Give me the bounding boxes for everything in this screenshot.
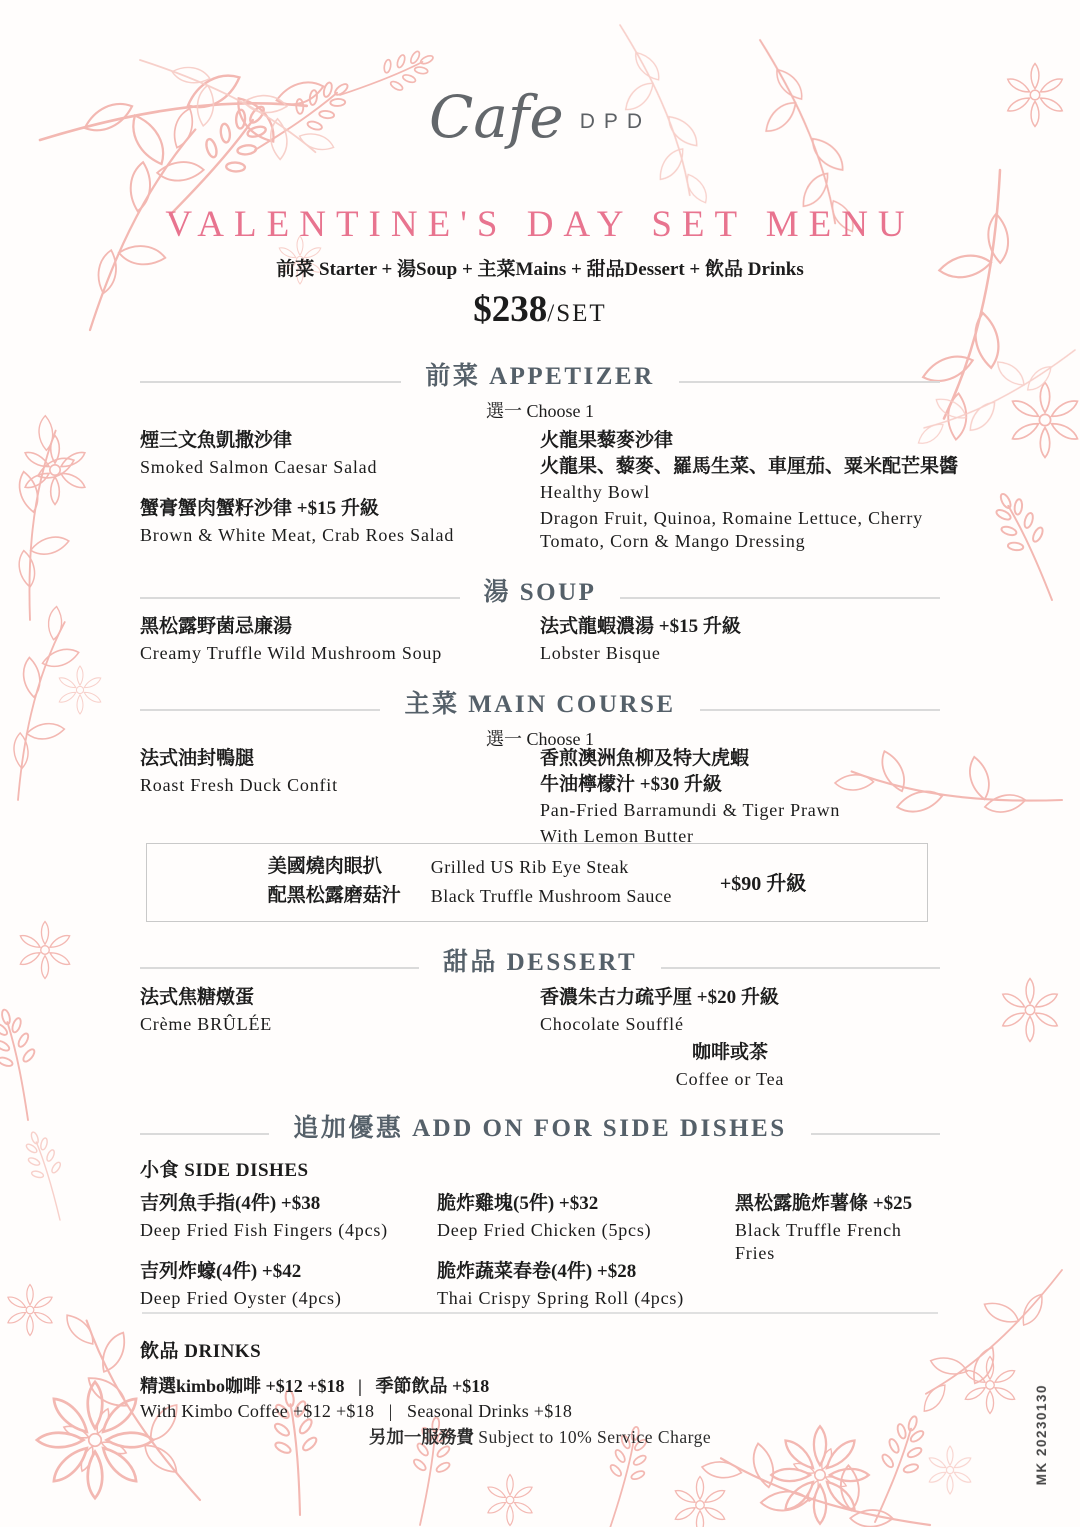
ribeye-en <box>431 853 672 911</box>
ribeye-zh-line1: 美國燒肉眼扒 <box>267 856 382 878</box>
choose-note-appetizer: 選一 Choose 1 <box>486 401 594 421</box>
ribeye-zh <box>268 853 401 910</box>
side-dishes-heading: 小食 SIDE DISHES <box>140 1160 309 1181</box>
menu-item-fried-chicken <box>437 1191 735 1242</box>
item-subname-en: With Lemon Butter <box>540 825 694 846</box>
divider-line <box>140 709 380 711</box>
drinks-options-zh: 精選kimbo咖啡 +$12 +$18 | 季節飲品 +$18 <box>140 1376 490 1396</box>
main-right-column <box>540 746 970 848</box>
section-title-appetizer: 前菜 APPETIZER <box>425 363 655 390</box>
divider-line <box>140 381 401 383</box>
item-name-en: Deep Fried Fish Fingers (4pcs) <box>140 1219 388 1240</box>
item-name-en: Thai Crispy Spring Roll (4pcs) <box>437 1287 684 1308</box>
menu-item-duck-confit <box>140 746 540 797</box>
service-charge-note <box>140 1424 940 1449</box>
appetizer-right-column <box>540 428 970 553</box>
logo-script-text: Cafe <box>428 83 564 151</box>
dessert-right-column <box>540 985 970 1036</box>
service-charge-note-en: Subject to 10% Service Charge <box>478 1427 712 1447</box>
main-items <box>140 746 940 848</box>
ribeye-en-line2: Black Truffle Mushroom Sauce <box>430 885 672 906</box>
item-name-zh: 香煎澳洲魚柳及特大虎蝦 <box>540 748 750 769</box>
section-header-main <box>140 684 940 751</box>
item-subname-zh: 牛油檸檬汁 +$30 升級 <box>540 773 722 795</box>
item-name-en: Smoked Salmon Caesar Salad <box>140 456 378 477</box>
appetizer-items <box>140 428 959 553</box>
soup-items <box>140 614 940 665</box>
drinks-divider-line <box>142 1312 938 1314</box>
ribeye-en-line1: Grilled US Rib Eye Steak <box>430 857 629 877</box>
dessert-left-column <box>140 985 540 1036</box>
item-name-zh: 脆炸雞塊(5件) +$32 <box>437 1193 599 1214</box>
menu-item-barramundi-prawn <box>540 746 970 848</box>
side-dishes-column-3 <box>735 1191 940 1310</box>
menu-item-fish-fingers <box>140 1191 437 1242</box>
ribeye-zh-line2: 配黑松露磨菇汁 <box>267 884 401 906</box>
item-name-zh: 脆炸蔬菜春卷(4件) +$28 <box>437 1261 637 1283</box>
menu-item-fried-oyster <box>140 1259 437 1310</box>
side-dishes-column-1 <box>140 1191 437 1310</box>
menu-item-truffle-fries <box>735 1191 940 1265</box>
item-name-en: Roast Fresh Duck Confit <box>140 774 338 795</box>
menu-item-healthy-bowl <box>540 428 970 553</box>
ribeye-upgrade-price: +$90 升級 <box>719 873 807 896</box>
choose-note-main: 選一 Choose 1 <box>486 729 594 749</box>
item-name-en: Deep Fried Oyster (4pcs) <box>140 1287 342 1308</box>
item-name-zh: 火龍果藜麥沙律 <box>540 430 674 451</box>
divider-line <box>140 1133 269 1135</box>
section-header-addon <box>140 1108 940 1144</box>
section-header-dessert <box>140 942 940 978</box>
item-name-zh: 法式油封鴨腿 <box>140 748 255 769</box>
page-title: VALENTINE'S DAY SET MENU <box>165 204 915 245</box>
item-name-en: Coffee or Tea <box>675 1068 785 1089</box>
service-charge-note-zh: 另加一服務費 <box>368 1427 474 1447</box>
item-name-en: Pan-Fried Barramundi & Tiger Prawn <box>540 800 841 821</box>
menu-item-crab-roes-salad <box>140 496 540 547</box>
item-name-zh: 咖啡或茶 <box>691 1042 768 1063</box>
set-price <box>140 288 940 331</box>
side-dishes-grid <box>140 1191 940 1310</box>
item-name-en: Chocolate Soufflé <box>540 1013 684 1034</box>
menu-item-creme-brulee <box>140 985 540 1036</box>
item-name-zh: 法式焦糖燉蛋 <box>140 987 255 1008</box>
section-header-appetizer <box>140 356 940 423</box>
menu-item-spring-roll <box>437 1259 735 1310</box>
divider-line <box>620 597 940 599</box>
cafe-logo <box>140 83 940 151</box>
section-title-addon: 追加優惠 ADD ON FOR SIDE DISHES <box>293 1115 787 1142</box>
item-name-en: Lobster Bisque <box>540 642 661 663</box>
price-unit: /SET <box>547 300 607 327</box>
divider-line <box>140 597 460 599</box>
menu-item-coffee-or-tea <box>520 1040 940 1091</box>
divider-line <box>700 709 940 711</box>
side-dishes-column-2 <box>437 1191 735 1310</box>
item-name-zh: 吉列魚手指(4件) +$38 <box>140 1193 321 1214</box>
item-name-zh: 法式龍蝦濃湯 +$15 升級 <box>540 616 741 637</box>
soup-left-column <box>140 614 540 665</box>
divider-line <box>811 1133 940 1135</box>
drinks-heading: 飲品 DRINKS <box>140 1341 262 1362</box>
menu-content <box>140 0 959 1527</box>
appetizer-left-column <box>140 428 540 553</box>
dessert-items <box>140 985 940 1036</box>
item-name-en: Deep Fried Chicken (5pcs) <box>437 1219 652 1240</box>
menu-item-mushroom-soup <box>140 614 540 665</box>
item-name-zh: 煙三文魚凱撒沙律 <box>140 430 293 451</box>
divider-line <box>140 967 419 969</box>
print-code: MK 20230130 <box>1034 1384 1049 1486</box>
main-left-column <box>140 746 540 848</box>
divider-line <box>661 967 940 969</box>
section-title-soup: 湯 SOUP <box>483 579 597 606</box>
menu-item-chocolate-souffle <box>540 985 970 1036</box>
item-desc-en: Dragon Fruit, Quinoa, Romaine Lettuce, Cherry Tomato, Corn & Mango Dressing <box>540 507 923 552</box>
item-name-en: Healthy Bowl <box>540 482 651 503</box>
drinks-options-en: With Kimbo Coffee +$12 +$18 | Seasonal Drinks +$18 <box>140 1401 573 1421</box>
section-header-soup <box>140 572 940 608</box>
ribeye-upgrade-box <box>146 843 928 922</box>
soup-right-column <box>540 614 970 665</box>
section-title-dessert: 甜品 DESSERT <box>442 949 638 976</box>
menu-item-smoked-salmon-salad <box>140 428 540 479</box>
section-title-main: 主菜 MAIN COURSE <box>404 691 676 718</box>
item-name-zh: 黑松露野菌忌廉湯 <box>140 616 293 637</box>
divider-line <box>679 381 940 383</box>
set-composition: 前菜 Starter + 湯Soup + 主菜Mains + 甜品Dessert + 飲品 Drinks <box>276 259 804 280</box>
item-name-en: Creamy Truffle Wild Mushroom Soup <box>140 642 443 663</box>
item-desc-zh: 火龍果、藜麥、羅馬生菜、車厘茄、粟米配芒果醬 <box>540 455 959 477</box>
item-name-zh: 黑松露脆炸薯條 +$25 <box>735 1193 913 1214</box>
item-name-zh: 香濃朱古力疏乎厘 +$20 升級 <box>540 987 779 1008</box>
item-name-zh: 蟹膏蟹肉蟹籽沙律 +$15 升級 <box>140 498 379 520</box>
item-name-en: Crème BRÛLÉE <box>140 1013 273 1034</box>
drinks-section <box>140 1336 940 1422</box>
item-name-zh: 吉列炸蠔(4件) +$42 <box>140 1261 302 1283</box>
price-amount: $238 <box>473 289 548 330</box>
menu-item-lobster-bisque <box>540 614 970 665</box>
logo-suffix-text: DPD <box>579 110 652 133</box>
item-name-en: Brown & White Meat, Crab Roes Salad <box>140 524 455 545</box>
item-name-en: Black Truffle French Fries <box>735 1219 902 1264</box>
